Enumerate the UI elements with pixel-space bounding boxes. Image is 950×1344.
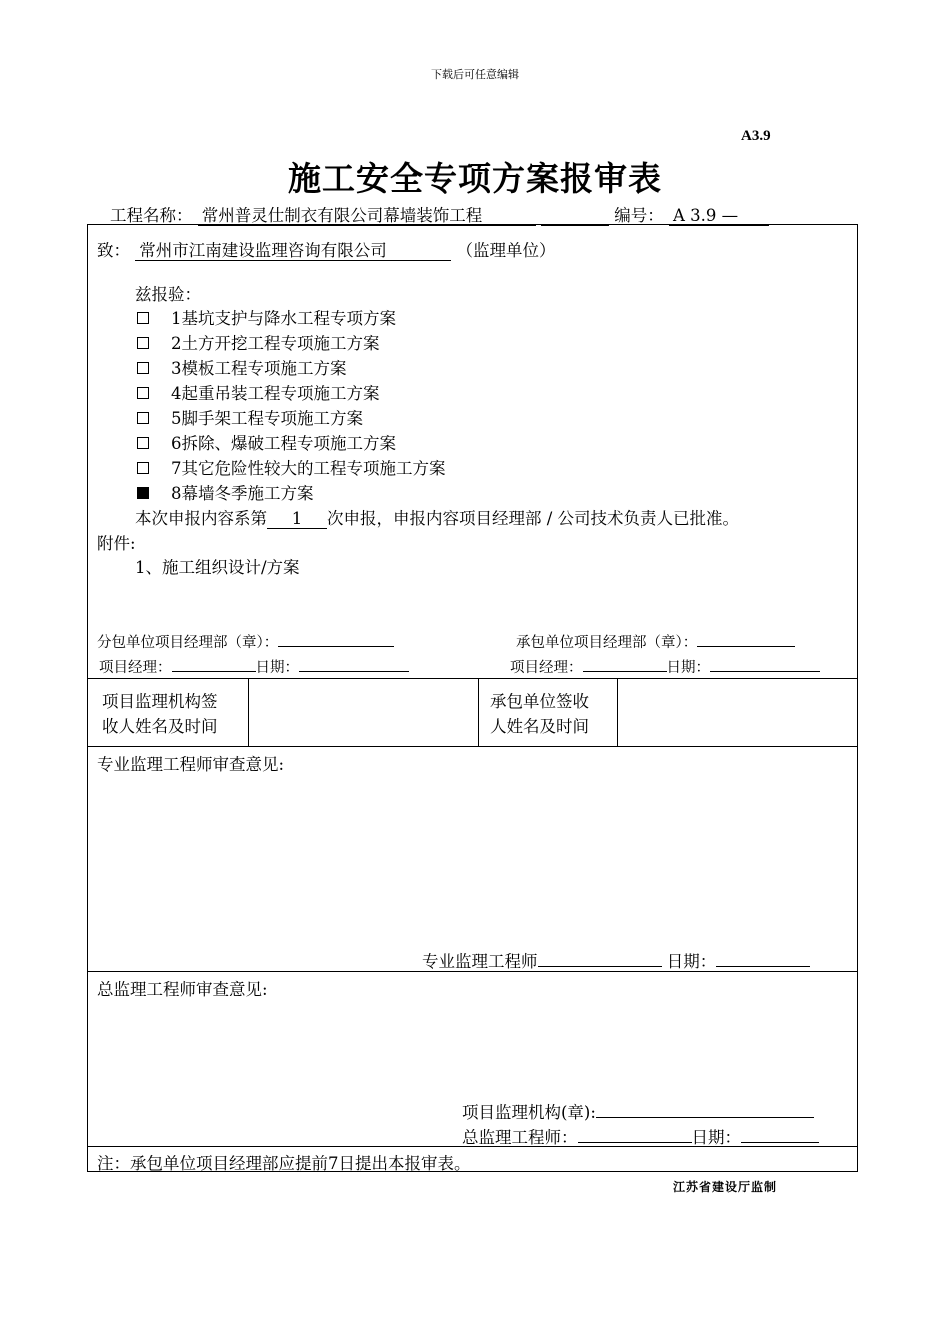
project-name-label: 工程名称： xyxy=(110,206,193,225)
attachment-item: 1、施工组织设计/方案 xyxy=(135,558,300,577)
column-divider xyxy=(248,678,249,746)
sub-dept-label: 分包单位项目经理部（章）： xyxy=(97,635,279,651)
pm-right-field[interactable] xyxy=(583,655,667,672)
date-right-field[interactable] xyxy=(710,655,820,672)
pm-left-field[interactable] xyxy=(172,655,256,672)
column-divider xyxy=(617,678,618,746)
specialist-engineer-label: 专业监理工程师 xyxy=(422,952,538,971)
checkbox-icon[interactable] xyxy=(137,387,149,399)
to-suffix: （监理单位） xyxy=(456,241,556,260)
chief-review-area[interactable] xyxy=(100,1000,850,1090)
column-divider xyxy=(478,678,479,746)
pm-left-label: 项目经理： xyxy=(99,660,172,676)
supervision-receipt-label-line2: 收人姓名及时间 xyxy=(102,717,218,736)
project-number-label: 编号： xyxy=(614,206,664,225)
date-left-label: 日期： xyxy=(255,660,299,676)
contractor-receipt-label xyxy=(490,689,589,739)
checkbox-checked-icon[interactable] xyxy=(137,487,149,499)
plan-item[interactable] xyxy=(137,430,396,454)
submission-count: 1 xyxy=(267,509,327,529)
specialist-engineer-field[interactable] xyxy=(538,950,662,967)
row-divider xyxy=(87,678,858,679)
supervision-receipt-field[interactable] xyxy=(252,682,474,742)
declaration-suffix: 次申报，申报内容项目经理部 / 公司技术负责人已批准。 xyxy=(327,509,740,528)
org-label: 项目监理机构(章): xyxy=(462,1103,596,1122)
form-code: A3.9 xyxy=(741,128,771,144)
project-number-value: A 3.9 — xyxy=(669,206,769,226)
plan-item[interactable] xyxy=(137,355,347,379)
chief-review-title: 总监理工程师审查意见: xyxy=(97,980,268,999)
download-note: 下载后可任意编辑 xyxy=(431,68,519,81)
plan-item[interactable] xyxy=(137,330,380,354)
chief-engineer-field[interactable] xyxy=(578,1126,692,1143)
main-dept-label: 承包单位项目经理部（章）： xyxy=(516,635,698,651)
pm-right-line xyxy=(510,655,820,677)
plan-label: 3模板工程专项施工方案 xyxy=(171,359,347,378)
specialist-sign-line xyxy=(422,948,810,972)
plan-item[interactable] xyxy=(137,455,446,479)
org-sign-line xyxy=(462,1099,814,1123)
checkbox-icon[interactable] xyxy=(137,462,149,474)
sub-dept-field[interactable] xyxy=(278,630,394,647)
contractor-receipt-label-line1: 承包单位签收 xyxy=(490,692,589,711)
plan-label: 1基坑支护与降水工程专项方案 xyxy=(171,309,396,328)
org-field[interactable] xyxy=(596,1101,814,1118)
supervision-receipt-label xyxy=(102,689,218,739)
to-value: 常州市江南建设监理咨询有限公司 xyxy=(135,241,451,261)
sub-dept-line xyxy=(97,630,394,652)
pm-right-label: 项目经理： xyxy=(510,660,583,676)
plan-item[interactable] xyxy=(137,380,380,404)
plan-label: 5脚手架工程专项施工方案 xyxy=(171,409,363,428)
submit-intro: 兹报验： xyxy=(135,285,201,304)
supervision-receipt-label-line1: 项目监理机构签 xyxy=(102,692,218,711)
to-line xyxy=(97,237,556,261)
date-right-label: 日期： xyxy=(666,660,710,676)
specialist-date-label: 日期： xyxy=(666,952,717,971)
page-title: 施工安全专项方案报审表 xyxy=(288,159,662,198)
declaration-prefix: 本次申报内容系第 xyxy=(135,509,267,528)
main-dept-line xyxy=(516,630,795,652)
attachment-label: 附件: xyxy=(97,534,136,553)
plan-item[interactable] xyxy=(137,305,396,329)
chief-date-label: 日期： xyxy=(691,1128,741,1147)
issuer-footer: 江苏省建设厅监制 xyxy=(673,1180,778,1194)
chief-engineer-label: 总监理工程师： xyxy=(462,1128,578,1147)
contractor-receipt-label-line2: 人姓名及时间 xyxy=(490,717,589,736)
checkbox-icon[interactable] xyxy=(137,312,149,324)
pm-left-line xyxy=(99,655,409,677)
checkbox-icon[interactable] xyxy=(137,337,149,349)
plan-label: 4起重吊装工程专项施工方案 xyxy=(171,384,380,403)
to-label: 致： xyxy=(97,241,130,260)
row-divider xyxy=(87,746,858,747)
chief-date-field[interactable] xyxy=(741,1126,819,1143)
form-note: 注：承包单位项目经理部应提前7日提出本报审表。 xyxy=(97,1154,471,1173)
checkbox-icon[interactable] xyxy=(137,437,149,449)
specialist-review-title: 专业监理工程师审查意见: xyxy=(97,755,285,774)
main-dept-field[interactable] xyxy=(697,630,795,647)
checkbox-icon[interactable] xyxy=(137,412,149,424)
date-left-field[interactable] xyxy=(299,655,409,672)
project-line xyxy=(110,202,769,226)
specialist-review-area[interactable] xyxy=(100,776,850,936)
chief-sign-line xyxy=(462,1124,819,1148)
plan-item[interactable] xyxy=(137,480,314,504)
plan-label: 2土方开挖工程专项施工方案 xyxy=(171,334,380,353)
project-name-value: 常州普灵仕制衣有限公司幕墙装饰工程 xyxy=(198,206,536,226)
contractor-receipt-field[interactable] xyxy=(621,682,853,742)
declaration-line xyxy=(135,505,739,529)
plan-label: 7其它危险性较大的工程专项施工方案 xyxy=(171,459,446,478)
checkbox-icon[interactable] xyxy=(137,362,149,374)
specialist-date-field[interactable] xyxy=(716,950,810,967)
plan-label: 6拆除、爆破工程专项施工方案 xyxy=(171,434,396,453)
plan-label: 8幕墙冬季施工方案 xyxy=(171,484,314,503)
plan-item[interactable] xyxy=(137,405,363,429)
